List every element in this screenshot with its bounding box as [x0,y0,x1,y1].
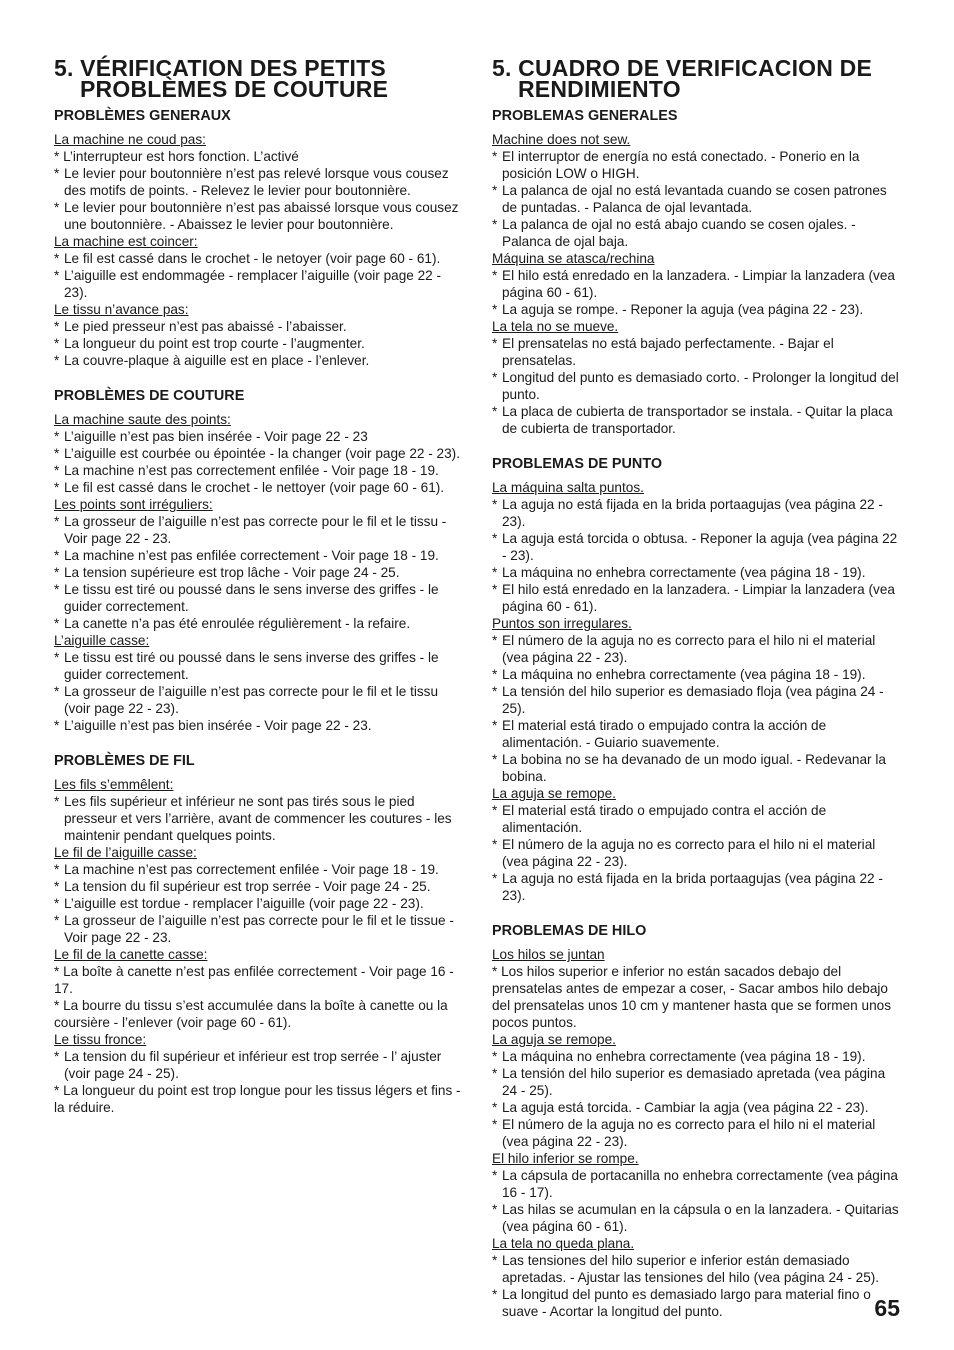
problem-subheading: L’aiguille casse: [54,633,150,648]
bullet-item [492,496,904,530]
bullet-item [54,683,464,717]
item-list [54,131,464,369]
section [492,108,904,437]
bullet-mark: * [492,718,498,733]
problem-subheading: Les fils s’emmêlent: [54,777,174,792]
bullet-mark: * [492,217,498,232]
bullet-text: Le tissu est tiré ou poussé dans le sens inverse des griffes - le guider correctement. [64,650,439,682]
bullet-mark: * [492,404,498,419]
bullet-item [492,1099,904,1116]
bullet-text: L’interrupteur est hors fonction. L’activé [63,149,299,164]
bullet-item [54,335,464,352]
problem-subheading: La aguja se remope. [492,786,616,801]
bullet-item [54,513,464,547]
bullet-mark: * [492,803,498,818]
bullet-item [54,895,464,912]
bullet-mark: * [492,268,498,283]
bullet-text: Le tissu est tiré ou poussé dans le sens inverse des griffes - le guider correctement. [64,582,439,614]
spanish-column [492,55,904,1339]
bullet-mark: * [492,370,498,385]
bullet-mark: * [492,1066,498,1081]
bullet-mark: * [54,616,60,631]
problem-subheading: La tela no se mueve. [492,319,619,334]
bullet-text: Le levier pour boutonnière n’est pas relevé lorsque vous cousez des motifs de points. - Relevez le levier pour boutonnière. [64,166,449,198]
bullet-text: Le pied presseur n’est pas abaissé - l’abaisser. [64,319,347,334]
bullet-mark: * [492,582,498,597]
bullet-text: La aguja no está fijada en la brida portaagujas (vea página 22 - 23). [502,497,883,529]
bullet-item [492,564,904,581]
bullet-text: El hilo está enredado en la lanzadera. - Limpiar la lanzadera (vea página 60 - 61). [502,268,895,300]
section [54,108,464,369]
item-list [492,479,904,904]
bullet-item [492,683,904,717]
bullet-item [54,861,464,878]
problem-subheading: Puntos son irregulares. [492,616,632,631]
section [492,456,904,904]
bullet-text: La machine n’est pas enfilée correctement - Voir page 18 - 19. [64,548,439,563]
bullet-item [54,1082,464,1116]
bullet-text: La longueur du point est trop longue pour les tissus légers et fins - la réduire. [54,1083,461,1115]
bullet-mark: * [492,531,498,546]
bullet-mark: * [492,1253,498,1268]
bullet-item [54,581,464,615]
problem-subheading: Les points sont irréguliers: [54,497,213,512]
problem-subheading: La aguja se remope. [492,1032,616,1047]
problem-subheading: La machine est coincer: [54,234,198,249]
bullet-text: La palanca de ojal no está levantada cuando se cosen patrones de puntadas. - Palanca de ojal levantada. [502,183,887,215]
bullet-mark: * [492,336,498,351]
french-column [54,55,464,1135]
bullet-item [492,369,904,403]
bullet-mark: * [492,1117,498,1132]
bullet-text: La bourre du tissu s’est accumulée dans la boîte à canette ou la coursière - l’enlever (voir page 60 - 61). [54,998,448,1030]
bullet-mark: * [54,480,60,495]
bullet-item [492,148,904,182]
bullet-item [492,632,904,666]
bullet-item [54,547,464,564]
bullet-item [492,182,904,216]
bullet-text: Les fils supérieur et inférieur ne sont pas tirés sous le pied presseur et vers l’arrière, avant de commencer les coutures - les maintenir pendant quelques points. [64,794,452,843]
bullet-item [54,428,464,445]
french-title-line2: PROBLÈMES DE COUTURE [80,76,389,102]
bullet-item [54,997,464,1031]
bullet-mark: * [54,353,60,368]
bullet-text: L’aiguille est tordue - remplacer l’aiguille (voir page 22 - 23). [64,896,424,911]
bullet-item [54,479,464,496]
bullet-mark: * [54,684,60,699]
bullet-mark: * [54,913,60,928]
bullet-text: La máquina no enhebra correctamente (vea página 18 - 19). [502,667,866,682]
problem-subheading: La machine saute des points: [54,412,231,427]
bullet-mark: * [492,1049,498,1064]
bullet-item [54,445,464,462]
bullet-mark: * [492,1287,498,1302]
bullet-text: Le fil est cassé dans le crochet - le nettoyer (voir page 60 - 61). [64,480,445,495]
bullet-mark: * [492,1168,498,1183]
french-sections [54,108,464,1116]
bullet-text: La grosseur de l’aiguille n’est pas correcte pour le fil et le tissu (voir page 22 - 23). [64,684,439,716]
bullet-text: La aguja está torcida o obtusa. - Reponer la aguja (vea página 22 - 23). [502,531,898,563]
bullet-mark: * [492,497,498,512]
bullet-text: La aguja se rompe. - Reponer la aguja (vea página 22 - 23). [502,302,864,317]
bullet-item [492,836,904,870]
bullet-text: La aguja está torcida. - Cambiar la agja (vea página 22 - 23). [502,1100,869,1115]
bullet-text: El número de la aguja no es correcto para el hilo ni el material (vea página 22 - 23). [502,633,876,665]
bullet-mark: * [492,565,498,580]
bullet-text: La machine n’est pas correctement enfilée - Voir page 18 - 19. [64,862,439,877]
bullet-mark: * [54,582,60,597]
bullet-mark: * [54,1083,60,1098]
bullet-mark: * [54,650,60,665]
bullet-item [54,564,464,581]
bullet-mark: * [54,463,60,478]
item-list [492,131,904,437]
bullet-item [492,1167,904,1201]
problem-subheading: Le tissu n’avance pas: [54,302,189,317]
bullet-item [54,352,464,369]
bullet-mark: * [54,251,60,266]
bullet-item [492,1252,904,1286]
bullet-item [492,1201,904,1235]
bullet-item [54,148,464,165]
bullet-text: La aguja no está fijada en la brida portaagujas (vea página 22 - 23). [502,871,883,903]
bullet-text: El número de la aguja no es correcto para el hilo ni el material (vea página 22 - 23). [502,1117,876,1149]
bullet-item [54,649,464,683]
bullet-item [492,666,904,683]
bullet-item [492,403,904,437]
bullet-text: La canette n’a pas été enroulée régulièrement - la refaire. [64,616,411,631]
bullet-item [492,717,904,751]
bullet-item [492,530,904,564]
section-heading: PROBLÈMES DE FIL [54,753,195,769]
bullet-text: La tension du fil supérieur est trop serrée - Voir page 24 - 25. [64,879,431,894]
bullet-text: La longitud del punto es demasiado largo para material fino o suave - Acortar la longitud del punto. [502,1287,871,1319]
item-list [492,946,904,1320]
problem-subheading: Le fil de la canette casse: [54,947,208,962]
bullet-text: La tension supérieure est trop lâche - Voir page 24 - 25. [64,565,400,580]
bullet-item [492,1048,904,1065]
bullet-item [492,216,904,250]
section-heading: PROBLEMAS GENERALES [492,108,678,124]
bullet-mark: * [492,752,498,767]
bullet-text: La tension du fil supérieur et inférieur est trop serrée - l’ ajuster (voir page 24 - 25). [64,1049,442,1081]
bullet-text: Le levier pour boutonnière n’est pas abaissé lorsque vous cousez une boutonnière. - Abaissez le levier pour boutonnière. [64,200,459,232]
bullet-mark: * [54,514,60,529]
bullet-text: L’aiguille n’est pas bien insérée - Voir page 22 - 23. [64,718,372,733]
french-title [54,55,464,102]
bullet-item [492,1286,904,1320]
bullet-text: Las hilas se acumulan en la cápsula o en la lanzadera. - Quitarias (vea página 60 - 61). [502,1202,899,1234]
bullet-item [54,165,464,199]
item-list [54,411,464,734]
bullet-text: La máquina no enhebra correctamente (vea página 18 - 19). [502,565,866,580]
problem-subheading: Le fil de l’aiguille casse: [54,845,197,860]
bullet-text: El material está tirado o empujado contra la acción de alimentación. - Guiario suavemente. [502,718,827,750]
bullet-text: El interruptor de energía no está conectado. - Ponerio en la posición LOW o HIGH. [502,149,860,181]
bullet-text: La placa de cubierta de transportador se instala. - Quitar la placa de cubierta de transportador. [502,404,893,436]
problem-subheading: Machine does not sew. [492,132,631,147]
bullet-item [54,199,464,233]
bullet-text: La longueur du point est trop courte - l’augmenter. [64,336,365,351]
bullet-item [54,250,464,267]
bullet-mark: * [54,319,60,334]
problem-subheading: La máquina salta puntos. [492,480,644,495]
bullet-mark: * [54,718,60,733]
bullet-item [492,301,904,318]
bullet-mark: * [492,667,498,682]
bullet-item [54,717,464,734]
bullet-mark: * [492,183,498,198]
bullet-text: La boîte à canette n’est pas enfilée correctement - Voir page 16 - 17. [54,964,454,996]
bullet-item [492,963,904,1031]
spanish-title [492,55,904,102]
bullet-mark: * [54,548,60,563]
bullet-text: El prensatelas no está bajado perfectamente. - Bajar el prensatelas. [502,336,834,368]
spanish-sections [492,108,904,1320]
bullet-item [492,1116,904,1150]
bullet-mark: * [492,837,498,852]
bullet-text: La tensión del hilo superior es demasiado floja (vea página 24 - 25). [502,684,884,716]
french-title-line1: 5. VÉRIFICATION DES PETITS [54,55,386,81]
section-heading: PROBLÈMES DE COUTURE [54,388,245,404]
bullet-mark: * [492,633,498,648]
problem-subheading: Máquina se atasca/rechina [492,251,655,266]
bullet-text: Longitud del punto es demasiado corto. - Prolonger la longitud del punto. [502,370,899,402]
bullet-text: Le fil est cassé dans le crochet - le netoyer (voir page 60 - 61). [64,251,441,266]
bullet-mark: * [54,879,60,894]
bullet-mark: * [492,149,498,164]
section-heading: PROBLEMAS DE HILO [492,923,647,939]
section [492,923,904,1320]
bullet-text: L’aiguille n’est pas bien insérée - Voir page 22 - 23 [64,429,368,444]
bullet-mark: * [54,166,60,181]
section-heading: PROBLÈMES GENERAUX [54,108,231,124]
section [54,388,464,734]
bullet-item [54,793,464,844]
bullet-item [492,751,904,785]
bullet-text: La tensión del hilo superior es demasiado apretada (vea página 24 - 25). [502,1066,886,1098]
bullet-item [54,615,464,632]
bullet-item [54,318,464,335]
bullet-text: La grosseur de l’aiguille n’est pas correcte pour le fil et le tissue - Voir page 22 - 23. [64,913,454,945]
bullet-mark: * [492,964,498,979]
bullet-item [54,912,464,946]
bullet-text: La cápsula de portacanilla no enhebra correctamente (vea página 16 - 17). [502,1168,898,1200]
bullet-mark: * [492,302,498,317]
bullet-mark: * [54,1049,60,1064]
bullet-text: La machine n’est pas correctement enfilée - Voir page 18 - 19. [64,463,439,478]
bullet-text: La grosseur de l’aiguille n’est pas correcte pour le fil et le tissu - Voir page 22 - 23. [64,514,447,546]
bullet-text: La couvre-plaque à aiguille est en place - l’enlever. [64,353,370,368]
bullet-item [54,1048,464,1082]
bullet-item [492,581,904,615]
bullet-item [54,267,464,301]
bullet-item [54,878,464,895]
problem-subheading: La machine ne coud pas: [54,132,206,147]
bullet-item [492,802,904,836]
bullet-text: La bobina no se ha devanado de un modo igual. - Redevanar la bobina. [502,752,886,784]
problem-subheading: La tela no queda plana. [492,1236,635,1251]
bullet-mark: * [54,794,60,809]
bullet-mark: * [54,862,60,877]
section [54,753,464,1116]
bullet-mark: * [54,200,60,215]
bullet-text: La palanca de ojal no está abajo cuando se cosen ojales. - Palanca de ojal baja. [502,217,856,249]
bullet-text: El hilo está enredado en la lanzadera. - Limpiar la lanzadera (vea página 60 - 61). [502,582,895,614]
bullet-mark: * [492,1202,498,1217]
bullet-text: Los hilos superior e inferior no están sacados debajo del prensatelas antes de empezar a coser, - Sacar ambos hilo debajo del prensatelas unos 10 cm y mantener hasta que se formen unos pocos puntos. [492,964,891,1030]
item-list [54,776,464,1116]
bullet-mark: * [54,429,60,444]
bullet-mark: * [54,336,60,351]
bullet-mark: * [54,998,60,1013]
bullet-item [492,870,904,904]
bullet-mark: * [54,896,60,911]
bullet-text: Las tensiones del hilo superior e inferior están demasiado apretadas. - Ajustar las tensiones del hilo (vea página 24 - 25). [502,1253,880,1285]
section-heading: PROBLEMAS DE PUNTO [492,456,663,472]
problem-subheading: Le tissu fronce: [54,1032,147,1047]
bullet-text: L’aiguille est endommagée - remplacer l’aiguille (voir page 22 - 23). [64,268,442,300]
bullet-text: El material está tirado o empujado contra el acción de alimentación. [502,803,827,835]
spanish-title-line2: RENDIMIENTO [518,76,681,102]
bullet-mark: * [54,268,60,283]
problem-subheading: Los hilos se juntan [492,947,605,962]
bullet-item [492,335,904,369]
page-number: 65 [874,1295,900,1321]
bullet-text: El número de la aguja no es correcto para el hilo ni el material (vea página 22 - 23). [502,837,876,869]
bullet-item [54,462,464,479]
spanish-title-line1: 5. CUADRO DE VERIFICACION DE [492,55,873,81]
problem-subheading: El hilo inferior se rompe. [492,1151,639,1166]
bullet-text: L’aiguille est courbée ou épointée - la changer (voir page 22 - 23). [64,446,460,461]
bullet-mark: * [54,565,60,580]
bullet-mark: * [54,964,60,979]
bullet-text: La máquina no enhebra correctamente (vea página 18 - 19). [502,1049,866,1064]
bullet-mark: * [54,446,60,461]
bullet-mark: * [54,149,60,164]
bullet-mark: * [492,871,498,886]
bullet-mark: * [492,684,498,699]
bullet-item [492,267,904,301]
bullet-item [492,1065,904,1099]
bullet-item [54,963,464,997]
bullet-mark: * [492,1100,498,1115]
